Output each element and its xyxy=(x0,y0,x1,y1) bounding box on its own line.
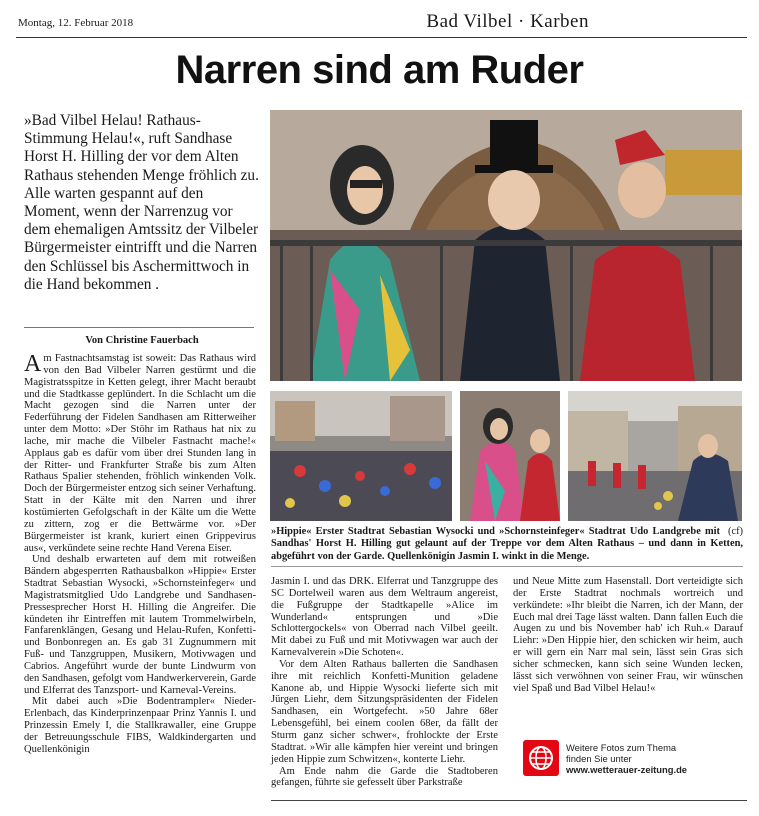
header-rule xyxy=(16,37,747,38)
lead-rule xyxy=(24,327,254,328)
lead-paragraph: »Bad Vilbel Helau! Rathaus-Stimmung Helau!«, ruft Sandhase Horst H. Hilling der vor dem Alten Rathaus stehenden Menge fröhlich zu. Alle warten gespannt auf den Moment, wenn der Narrenzug vor dem ehemaligen Amtssitz der Vilbeler Bürgermeister eintrifft und die Narren den Schlüssel bis Aschermittwoch in die Hand bekommen . xyxy=(24,112,259,293)
promo-url-link[interactable]: www.wetterauer-zeitung.de xyxy=(566,764,688,776)
headline: Narren sind am Ruder xyxy=(175,48,584,92)
parade-photo xyxy=(568,391,742,521)
globe-icon xyxy=(523,740,559,776)
footer-rule xyxy=(271,800,747,801)
dateline: Montag, 12. Februar 2018 xyxy=(18,17,134,29)
photo-caption xyxy=(271,526,743,563)
drop-cap: A xyxy=(24,351,42,377)
paragraph: Vor dem Alten Rathaus ballerten die Sandhasen ihre mit reichlich Konfetti-Munition geladene Kanone ab, und Hippie Wysocki lieferte sich mit Jürgen Liehr, dem Sitzungspräsidenten der Fidelen Sandhasen, ein Wortgefecht. »50 Jahre 68er Lebensgefühl, bei einem coolen 68er, da fällt der Sturm ganz sicher schwer«, frohlockte der Erste Stadtrat. »Wir alle kämpfen hier vereint und bringen jeden Hippie zum Schwitzen«, konterte Liehr. xyxy=(271,658,498,765)
paragraph: Jasmin I. und das DRK. Elferrat und Tanzgruppe des SC Dortelweil waren aus dem Weltraum angereist, die Fußgruppe der Stadtkapelle »Alice im Wunderland« entsprungen und »Die Schlottergockels« von Oberrad nach Vilbel geeilt. Mit dabei zu Fuß und mit Motivwagen war auch der Karnevalverein »Die Schoten«. xyxy=(271,576,498,659)
paragraph-text: m Fastnachtsamstag ist soweit: Das Rathaus wird von den Bad Vilbeler Narren gestürmt und die Magistratsspitze in Ketten gelegt, ihrer Macht beraubt und die Stadtkasse geplündert. In die Schlacht um die Macht gezogen sind die Narren unter der Federführung der Fidelen Sandhasen am Ritterweiher unter dem Motto: »Der Stöhr im Rathaus hat nix zu lache, mir mache die Vilbeler Fastnacht mache!« Applaus gab es dafür vom über drei Stunden lang in der Ritter- und Frankfurter Straße bis zum Alten Rathaus Spalier stehenden, fröhlich winkenden Volk. Doch der Bürgermeister entzog sich seiner Verhaftung. Statt in der Kälte mit den Narren und ihrer kostümierten Gefolgschaft in der Kälte um die Wette zu zittern, zog er die Bettwärme vor. »Der Bürgermeister ist krank, kuriert einen Grippevirus aus«, verkündete seine rechte Hand Verena Eiser. xyxy=(24,353,256,554)
promo-text xyxy=(566,742,687,776)
photo-credit: (cf) xyxy=(728,526,743,537)
crowd-photo xyxy=(270,391,452,521)
promo-line-2: finden Sie unter xyxy=(566,753,632,765)
byline: Von Christine Fauerbach xyxy=(85,335,199,346)
paragraph xyxy=(24,353,256,554)
main-photo xyxy=(270,110,742,381)
paragraph: und Neue Mitte zum Hasenstall. Dort verteidigte sich der Erste Stadtrat nochmals wortreich und verkündete: »Ihr bleibt die Narren, ich der Mann, der Euch mal drei Tage lässt walten. Dann fallen Euch die Augen zu und bis November hab' ich Ruh.« Darauf Liehr: »Den Hippie hier, den schicken wir heim, auch er will gern ein Narr mal sein, lässt sein Gras sich sicher schmecken, kann sich seine Wunden lecken, lässt sich verwöhnen von seiner Frau, wir wünschen viel Spaß und Bad Vilbel Helau!« xyxy=(513,576,743,694)
more-photos-promo[interactable] xyxy=(523,740,743,782)
article-column-2 xyxy=(271,576,498,789)
section-title: Bad Vilbel · Karben xyxy=(426,11,589,32)
caption-rule xyxy=(271,566,743,567)
article-column-1 xyxy=(24,353,256,756)
paragraph: Und deshalb erwarteten auf dem mit rotweißen Bändern abgesperrten Rathausbalkon »Hippie« Erster Stadtrat Sebastian Wysocki, »Schornsteinfeger« und Magistratsmitglied Udo Landgrebe und Sandhasen-Pressesprecher Horst H. Hilling die Angreifer. Die kündeten ihr Eintreffen mit lautem Trommelwirbeln, Fanfarenklängen, Gesang und Helau-Rufen, Konfetti- und Bonbonregen an. Es gab 31 Zugnummern mit Fuß- und Tanzgruppen, Musikern, Motivwagen und Cabrios. Angeführt wurde der bunte Lindwurm von den Sandhasen, gefolgt vom Handwerkerverein, Garde und Elferrat des Tanzsport- und Karneval-Vereins. xyxy=(24,554,256,696)
paragraph: Am Ende nahm die Garde die Stadtoberen gefangen, führte sie gefesselt über Parkstraße xyxy=(271,765,498,789)
promo-line-1: Weitere Fotos zum Thema xyxy=(566,742,677,753)
paragraph: Mit dabei auch »Die Bodentrampler« Nieder-Erlenbach, das Kinderprinzenpaar Prinz Yannis I. und Prinzessin Emely I, die Stallkrawaller, eine Gruppe der Betreuungsschule FIBS, Waldkindergarten und Quellenkönigin xyxy=(24,696,256,755)
caption-text: »Hippie« Erster Stadtrat Sebastian Wysocki und »Schornsteinfeger« Stadtrat Udo Landgrebe mit Sandhas' Horst H. Hilling gut gelaunt auf der Treppe vor dem Alten Rathaus – und dann in Ketten, abgeführt von der Garde. Quellenkönigin Jasmin I. winkt in die Menge. xyxy=(271,526,743,562)
article-column-3 xyxy=(513,576,743,694)
hippie-photo xyxy=(460,391,560,521)
